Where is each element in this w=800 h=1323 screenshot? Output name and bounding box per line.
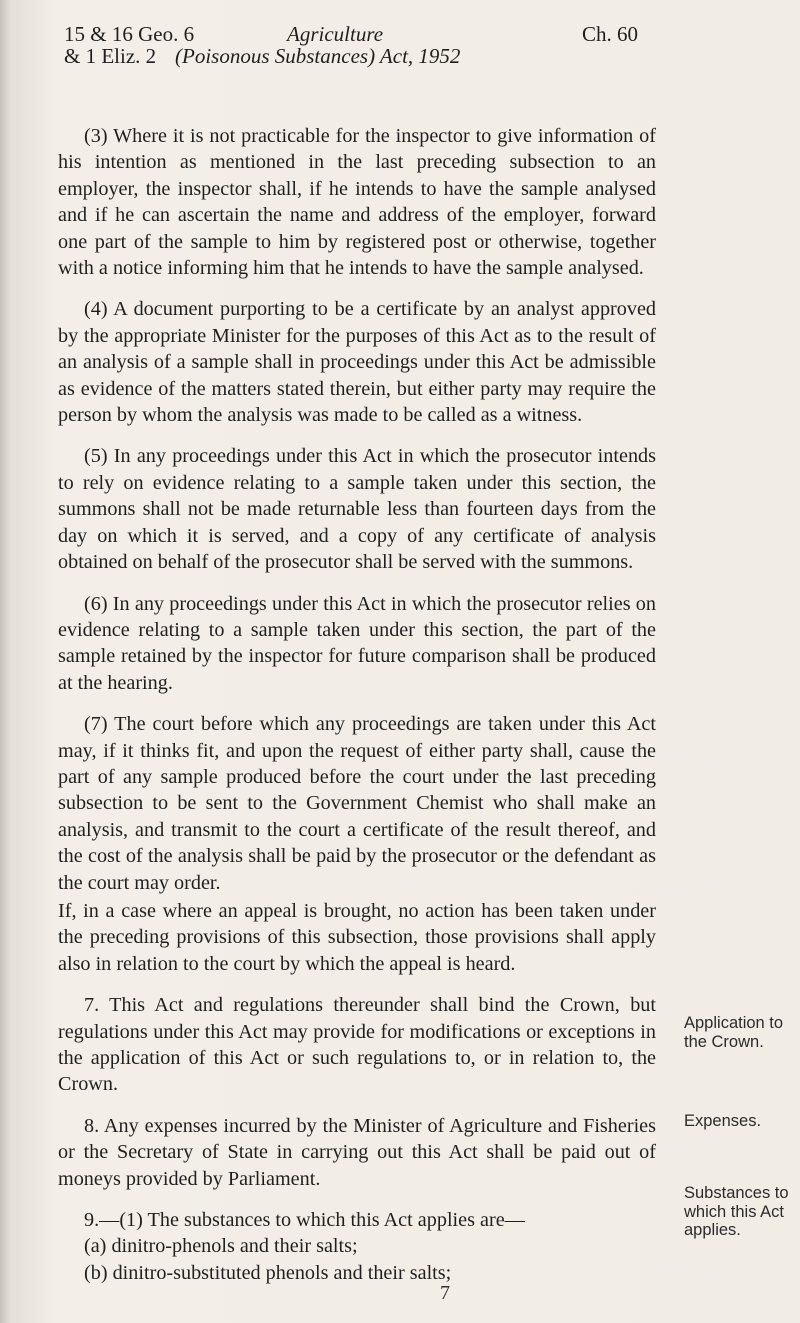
subsection-7-continuation: If, in a case where an appeal is brought, no action has been taken under the preceding provisions of this subsection, those provisions shall apply also in relation to the court by which the appeal is heard.: [58, 899, 656, 975]
subsection-4: (4) A document purporting to be a certificate by an analyst approved by the appropriate Minister for the purposes of this Act as to the result of an analysis of a sample shall in proceedings under this Act be admissible as evidence of the matters stated therein, but either party may require the person by whom the analysis was made to be called as a witness.: [58, 298, 656, 427]
section-9: 9.—(1) The substances to which this Act applies are—: [84, 1209, 525, 1232]
header-regnal-year-line1: 15 & 16 Geo. 6: [64, 22, 195, 46]
section-9-item-a: (a) dinitro-phenols and their salts;: [84, 1235, 358, 1258]
margin-note-substances: Substances to which this Act applies.: [684, 1184, 789, 1239]
act-body: [58, 123, 656, 1286]
margin-note-application-to-crown: Application to the Crown.: [684, 1014, 784, 1051]
subsection-5: (5) In any proceedings under this Act in which the prosecutor intends to rely on evidence relating to a sample taken under this section, the summons shall not be made returnable less than fourteen days from the day on which it is served, and a copy of any certificate of analysis obtained on behalf of the prosecutor shall be served with the summons.: [58, 445, 656, 574]
section-8: 8. Any expenses incurred by the Minister of Agriculture and Fisheries or the Secretary of State in carrying out this Act shall be paid out of moneys provided by Parliament.: [58, 1114, 656, 1190]
subsection-3: (3) Where it is not practicable for the inspector to give information of his intention as mentioned in the last preceding subsection to an employer, the inspector shall, if he intends to have the sample analysed and if he can ascertain the name and address of the employer, forward one part of the sample to him by registered post or otherwise, together with a notice informing him that he intends to have the sample analysed.: [58, 125, 656, 280]
margin-note-expenses: Expenses.: [684, 1112, 762, 1130]
header-act-title-line1: Agriculture: [287, 22, 384, 46]
section-9-item-b: (b) dinitro-substituted phenols and their salts;: [84, 1261, 452, 1284]
header-act-title-line2: (Poisonous Substances) Act, 1952: [175, 44, 461, 68]
page-header: [0, 0, 800, 75]
page-number: 7: [440, 1282, 450, 1304]
section-7: 7. This Act and regulations thereunder shall bind the Crown, but regulations under this Act may provide for modifications or exceptions in the application of this Act or such regulations to, or in relation to, the Crown.: [58, 994, 656, 1096]
subsection-6: (6) In any proceedings under this Act in which the prosecutor relies on evidence relating to a sample taken under this section, the part of the sample retained by the inspector for future comparison shall be produced at the hearing.: [58, 592, 656, 694]
header-regnal-year-line2: & 1 Eliz. 2: [64, 44, 157, 68]
header-chapter: Ch. 60: [582, 22, 639, 46]
subsection-7: (7) The court before which any proceedings are taken under this Act may, if it thinks fit, and upon the request of either party shall, cause the part of any sample produced before the court under the last preceding subsection to be sent to the Government Chemist who shall make an analysis, and transmit to the court a certificate of the result thereof, and the cost of the analysis shall be paid by the prosecutor or the defendant as the court may order.: [58, 713, 656, 894]
